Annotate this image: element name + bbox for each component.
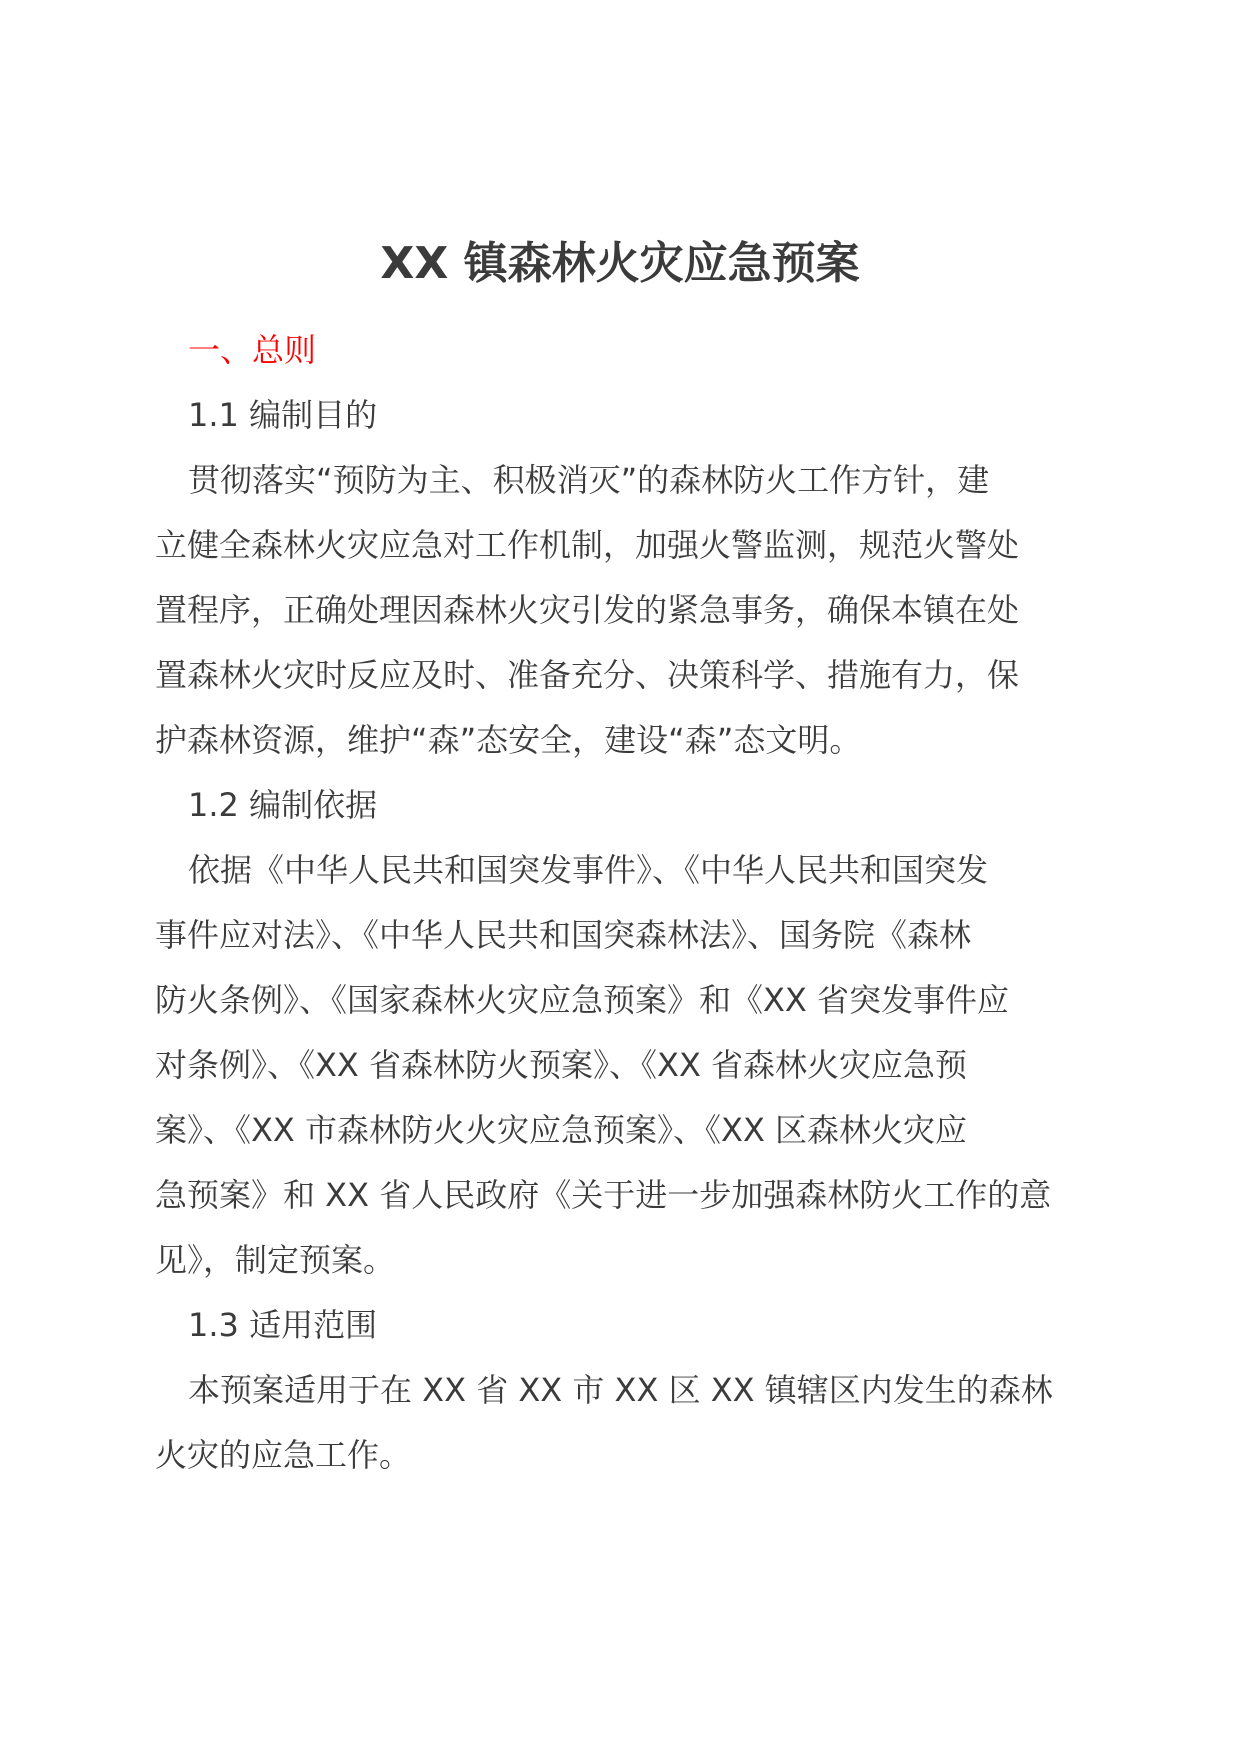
subsection-heading-scope: 1.3 适用范围 (188, 1306, 378, 1344)
paragraph-line: 事件应对法》、《中华人民共和国突森林法》、国务院《森林 (155, 916, 972, 954)
subsection-heading-purpose: 1.1 编制目的 (188, 396, 378, 434)
document-body (155, 318, 1085, 1488)
paragraph-line: 依据《中华人民共和国突发事件》、《中华人民共和国突发 (188, 851, 989, 889)
paragraph-line: 本预案适用于在 XX 省 XX 市 XX 区 XX 镇辖区内发生的森林 (188, 1371, 1053, 1409)
paragraph-line: 置程序，正确处理因森林火灾引发的紧急事务，确保本镇在处 (155, 591, 1020, 629)
paragraph-line: 立健全森林火灾应急对工作机制，加强火警监测，规范火警处 (155, 526, 1020, 564)
paragraph-line: 见》，制定预案。 (155, 1241, 396, 1279)
paragraph-line: 护森林资源，维护“森”态安全，建设“森”态文明。 (155, 721, 862, 759)
document-title: XX 镇森林火灾应急预案 (380, 238, 860, 289)
subsection-heading-basis: 1.2 编制依据 (188, 786, 378, 824)
paragraph-line: 置森林火灾时反应及时、准备充分、决策科学、措施有力，保 (155, 656, 1020, 694)
paragraph-line: 火灾的应急工作。 (155, 1436, 412, 1474)
paragraph-line: 对条例》、《XX 省森林防火预案》、《XX 省森林火灾应急预 (155, 1046, 968, 1084)
paragraph-line: 案》、《XX 市森林防火火灾应急预案》、《XX 区森林火灾应 (155, 1111, 968, 1149)
paragraph-line: 急预案》和 XX 省人民政府《关于进一步加强森林防火工作的意 (155, 1176, 1052, 1214)
paragraph-line: 贯彻落实“预防为主、积极消灭”的森林防火工作方针，建 (188, 461, 990, 499)
paragraph-line: 防火条例》、《国家森林火灾应急预案》和《XX 省突发事件应 (155, 981, 1010, 1019)
section-heading-general: 一、总则 (188, 331, 317, 369)
